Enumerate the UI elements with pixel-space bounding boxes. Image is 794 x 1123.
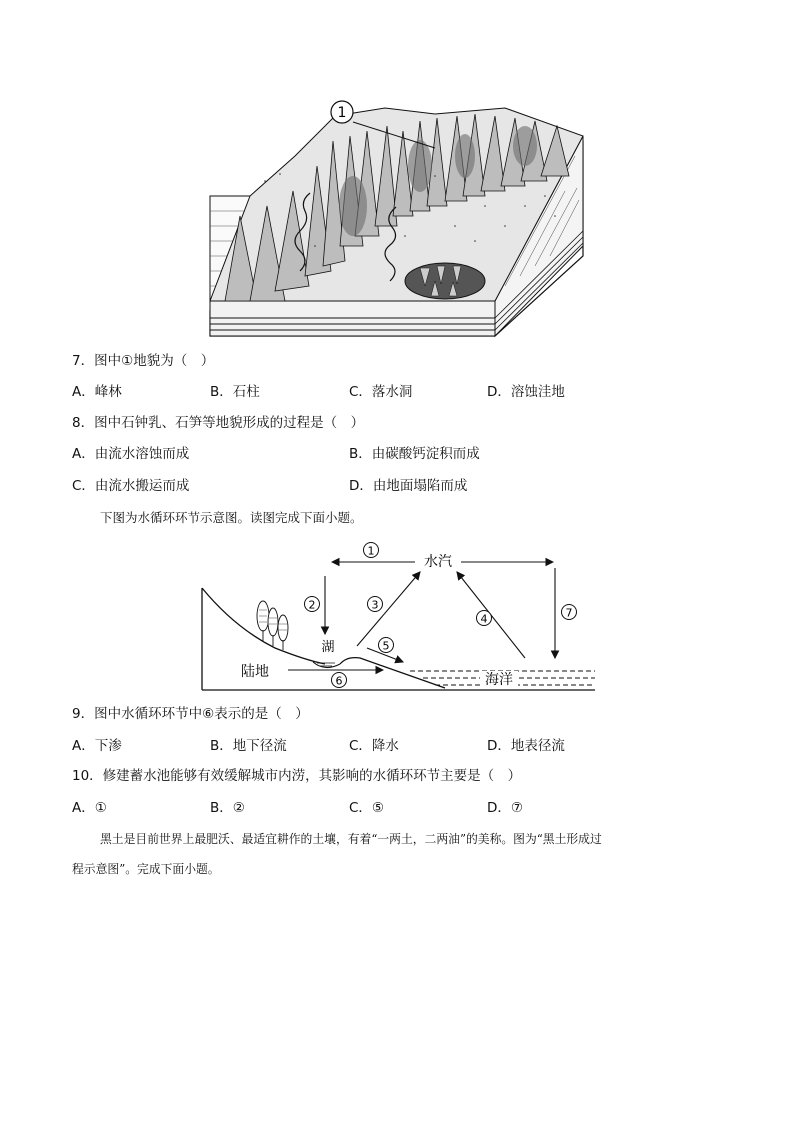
- ocean-label: 海洋: [485, 672, 513, 688]
- q10-stem: 10．修建蓄水池能够有效缓解城市内涝，其影响的水循环环节主要是（ ）: [72, 768, 522, 784]
- water-cycle-intro: 下图为水循环环节示意图。读图完成下面小题。: [100, 510, 363, 525]
- wc-label-4: 4: [480, 612, 488, 626]
- q7-option-d[interactable]: D．溶蚀洼地: [487, 384, 565, 400]
- black-soil-intro-line1: 黑土是目前世界上最肥沃、最适宜耕作的土壤，有着“一两土，二两油”的美称。图为“黑土形成过: [100, 832, 602, 846]
- q8-option-c[interactable]: C．由流水搬运而成: [72, 478, 190, 494]
- land-label: 陆地: [241, 664, 269, 680]
- q10-option-d[interactable]: D．⑦: [487, 800, 523, 816]
- wc-label-2: 2: [308, 598, 316, 612]
- q10-option-c[interactable]: C．⑤: [349, 800, 385, 816]
- wc-label-3: 3: [371, 598, 379, 612]
- q7-option-b[interactable]: B．石柱: [210, 384, 260, 400]
- q9-option-b[interactable]: B．地下径流: [210, 738, 287, 754]
- q7-stem: 7．图中①地貌为（ ）: [72, 353, 215, 369]
- q7-option-c[interactable]: C．落水洞: [349, 384, 413, 400]
- q10-option-a[interactable]: A．①: [72, 800, 107, 816]
- q9-stem: 9．图中水循环环节中⑥表示的是（ ）: [72, 706, 309, 722]
- karst-landform-figure: [205, 96, 590, 342]
- water-cycle-diagram: [195, 538, 605, 698]
- q7-option-a[interactable]: A．峰林: [72, 384, 122, 400]
- wc-label-5: 5: [382, 639, 390, 653]
- vapor-label: 水汽: [424, 554, 452, 570]
- wc-label-1: 1: [367, 544, 375, 558]
- black-soil-intro-line2: 程示意图”。完成下面小题。: [72, 862, 220, 876]
- q8-option-a[interactable]: A．由流水溶蚀而成: [72, 446, 190, 462]
- wc-label-6: 6: [335, 674, 343, 688]
- q10-option-b[interactable]: B．②: [210, 800, 245, 816]
- lake-label: 湖: [321, 640, 335, 655]
- q8-stem: 8．图中石钟乳、石笋等地貌形成的过程是（ ）: [72, 415, 365, 431]
- q9-option-d[interactable]: D．地表径流: [487, 738, 565, 754]
- wc-label-7: 7: [565, 606, 573, 620]
- karst-marker-1: 1: [337, 105, 347, 121]
- q9-option-a[interactable]: A．下渗: [72, 738, 122, 754]
- q9-option-c[interactable]: C．降水: [349, 738, 399, 754]
- q8-option-b[interactable]: B．由碳酸钙淀积而成: [349, 446, 480, 462]
- q8-option-d[interactable]: D．由地面塌陷而成: [349, 478, 468, 494]
